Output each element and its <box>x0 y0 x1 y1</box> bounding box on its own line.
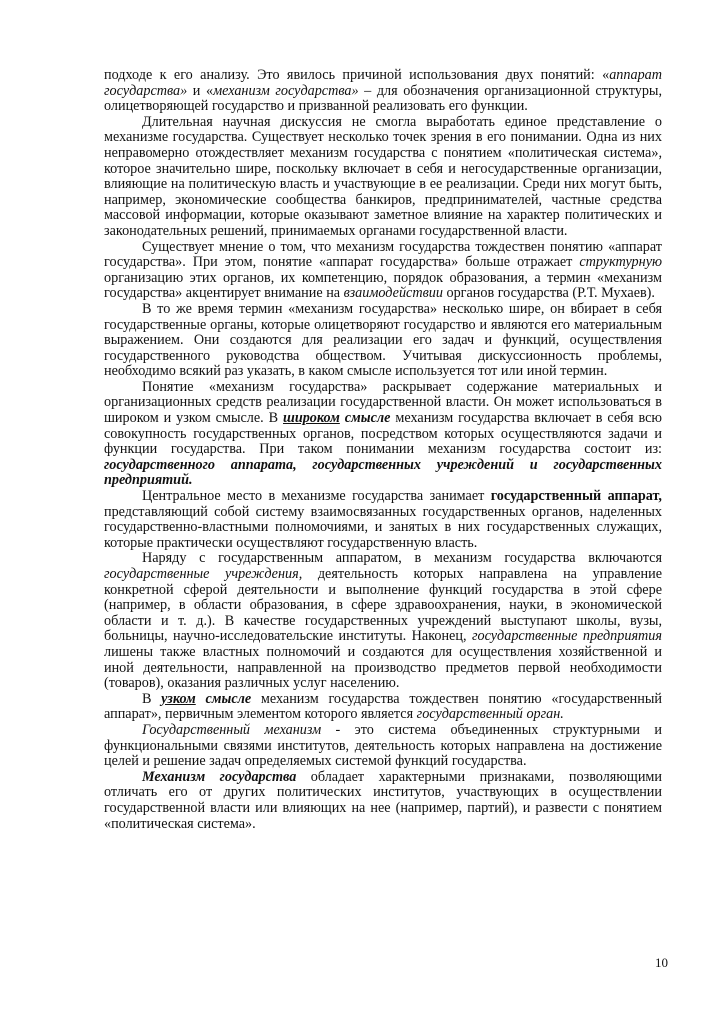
paragraph-7 <box>104 551 662 691</box>
bold-term: смысле <box>339 410 391 427</box>
italic-term: структурную <box>579 254 662 271</box>
text: механизм государства включает в себя всю совокупность государственных органов, посредством которых осуществляются задачи и функции государства. При таком понимании механизм государства состоит из: <box>104 410 662 458</box>
text: органов государства (Р.Т. Мухаев). <box>442 285 655 302</box>
text: Существует мнение о том, что механизм государства тождествен понятию «аппарат государства». При этом, понятие «аппарат государства» больше отражает <box>104 238 662 271</box>
text: Центральное место в механизме государства занимает <box>142 488 491 505</box>
italic-term: государственные учреждения, <box>104 566 303 582</box>
text: – для обозначения организационной структуры, олицетворяющей государство и призванной реализовать его функции. <box>104 82 663 115</box>
bold-underlined-term: широком <box>283 410 340 427</box>
text: механизм государства тождествен понятию «государственный аппарат», первичным элементом которого является <box>104 690 662 723</box>
bold-italic-term: Механизм государства <box>142 768 297 785</box>
paragraph-9 <box>104 723 662 770</box>
text: Понятие «механизм государства» раскрывает содержание материальных и организационных средств реализации государственной власти. Он может использоваться в широком и узком смысле. В <box>104 378 662 427</box>
italic-term: государственный орган. <box>416 706 564 723</box>
italic-term: аппарат государства» <box>104 67 662 99</box>
paragraph-6 <box>104 489 662 551</box>
text: Наряду с государственным аппаратом, в механизм государства включаются <box>142 550 662 567</box>
italic-term: механизм государства» <box>213 82 359 99</box>
bold-italic-term: государственного аппарата, государственных учреждений и государственных предприятий. <box>104 456 662 489</box>
paragraph-1 <box>104 68 662 115</box>
text: организацию этих органов, их компетенцию, порядок образования, а термин «механизм государства» акцентирует внимание на <box>104 269 662 302</box>
text: представляющий собой систему взаимосвязанных государственных органов, наделенных государственно-властными полномочиями, и занятых в них государственных служащих, которые практически осуществляют государственную власть. <box>104 503 662 551</box>
bold-term: смысле <box>195 690 252 707</box>
text: подходе к его анализу. Это явилось причиной использования двух понятий: « <box>104 67 610 83</box>
paragraph-10 <box>104 770 662 832</box>
italic-term: Государственный механизм <box>142 721 322 738</box>
paragraph-4 <box>104 302 662 380</box>
text: обладает характерными признаками, позволяющими отличать его от других политических институтов, участвующих в осуществлении государственной власти или влияющих на нее (например, партий), и развести с понятием «политическая система». <box>104 768 662 832</box>
italic-term: государственные предприятия <box>471 628 662 645</box>
paragraph-2 <box>104 115 662 240</box>
paragraph-3 <box>104 240 662 302</box>
text: лишены также властных полномочий и создаются для осуществления хозяйственной и иной деятельности, направленной на производство предметов первой необходимости (товаров), оказания различных услуг населению. <box>104 643 662 692</box>
bold-term: государственный аппарат, <box>490 488 662 505</box>
paragraph-5 <box>104 380 662 489</box>
paragraph-8 <box>104 692 662 723</box>
text: и « <box>187 82 214 99</box>
text: - это система объединенных структурными и функциональными связями институтов, деятельность которых направлена на достижение целей и решение задач определяемых системой функций государства. <box>104 721 662 770</box>
bold-underlined-term: узком <box>161 690 196 707</box>
text: деятельность которых направлена на управление конкретной сферой деятельности и выполнение функций государства в этой сфере (например, в области образования, в сфере здравоохранения, науки, в экономической области и т. д.). В качестве государственных учреждений выступают школы, вузы, больницы, научно-исследовательские институты. Наконец, <box>104 566 662 645</box>
text: Длительная научная дискуссия не смогла выработать единое представление о механизме государства. Существует несколько точек зрения в его понимании. Одна из них неправомерно отождествляет механизм государства с понятием «политическая система», которое значительно шире, поскольку включает в себя и негосударственные организации, влияющие на политическую власть и участвующие в ее реализации. Среди них могут быть, например, экономические сообщества банкиров, предпринимателей, частные средства массовой информации, которые оказывают заметное влияние на характер политических и законодательных решений, принимаемых органами государственной власти. <box>104 113 662 239</box>
page-number: 10 <box>655 955 668 970</box>
text: В <box>142 690 162 707</box>
italic-term: взаимодействии <box>343 285 443 302</box>
text: В то же время термин «механизм государства» несколько шире, он вбирает в себя государственные органы, которые олицетворяют государство и являются его материальным выражением. Они создаются для реализации его задач и функций, осуществления государственного руководства обществом. Учитывая дискуссионность проблемы, необходимо всякий раз указать, в каком смысле используется тот или иной термин. <box>104 300 662 380</box>
